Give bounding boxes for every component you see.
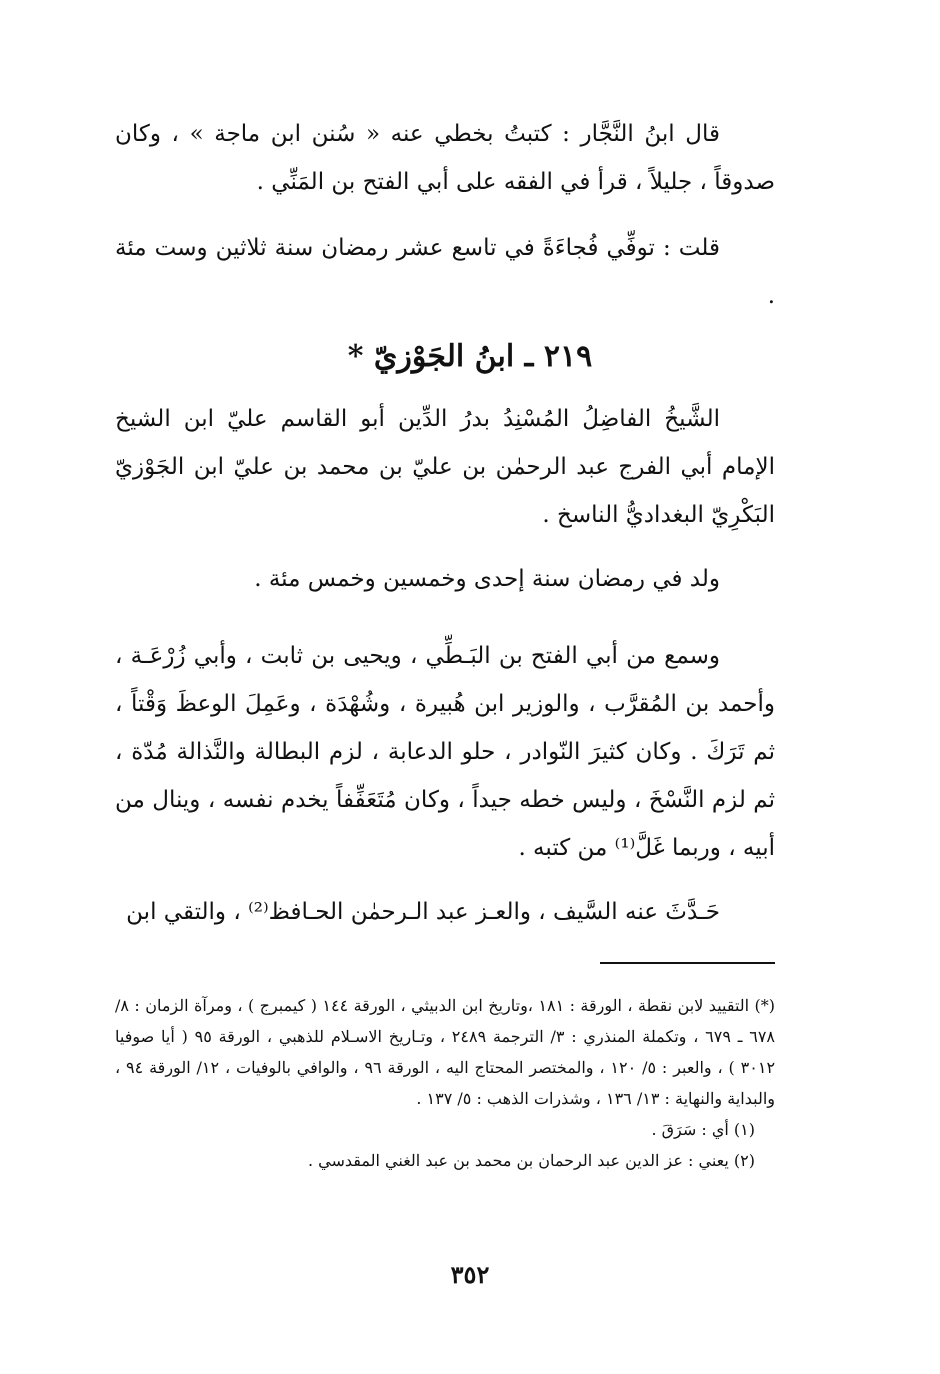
page-number: ٣٥٢ xyxy=(450,1260,490,1289)
paragraph-birth xyxy=(115,555,775,603)
paragraph-entry-name xyxy=(115,395,775,539)
footnote-sources: (*) التقييد لابن نقطة ، الورقة : ١٨١ ،وتاريخ ابن الدبيثي ، الورقة ١٤٤ ( كيمبرج ) ، ومرآة الزمان : ٨/ ٦٧٨ ـ ٦٧٩ ، وتكملة المنذري : ٣/ الترجمة ٢٤٨٩ ، وتـاريخ الاسـلام للذهبي ، الورقة ٩٥ ( أيا صوفيا ٣٠١٢ ) ، والعبر : ٥/ ١٢٠ ، والمختصر المحتاج اليه ، الورقة ٩٦ ، والوافي بالوفيات ، ١٢/ الورقة ٩٤ ، والبداية والنهاية : ١٣/ ١٣٦ ، وشذرات الذهب : ٥/ ١٣٧ . xyxy=(115,996,776,1108)
paragraph-text: قال ابنُ النَّجَّار : كتبتُ بخطي عنه « سُنن ابن ماجة » ، وكان صدوقاً ، جليلاً ، قرأ في الفقه على أبي الفتح بن المَنِّي . xyxy=(115,121,775,195)
paragraph-text: وسمع من أبي الفتح بن البَـطِّي ، ويحيى بن ثابت ، وأبي زُرْعَـة ، وأحمد بن المُقرَّب ، والوزير ابن هُبيرة ، وشُهْدَة ، وعَمِلَ الوعظَ وَقْتاً ، ثم تَرَكَ . وكان كثيرَ النّوادر ، حلو الدعابة ، لزم البطالة والنَّذالة مُدّة ، ثم لزم النَّسْخَ ، وليس خطه جيداً ، وكان مُتَعَفِّفاً يخدم نفسه ، وينال من أبيه ، وربما غَلَّ⁽¹⁾ من كتبه . xyxy=(115,643,775,861)
paragraph-text: قلت : توفِّي فُجاءَةً في تاسع عشر رمضان سنة ثلاثين وست مئة . xyxy=(115,235,775,309)
paragraph-teachers xyxy=(115,632,775,872)
footnote-2: (٢) يعني : عز الدين عبد الرحمان بن محمد بن عبد الغني المقدسي . xyxy=(307,1151,755,1170)
footnotes xyxy=(115,990,775,1176)
footnote-1: (١) أي : سَرَقَ . xyxy=(651,1120,755,1139)
paragraph-text: الشَّيخُ الفاضِلُ المُسْنِدُ بدرُ الدِّين أبو القاسم عليّ ابن الشيخ الإمام أبي الفرج عبد الرحمٰن بن عليّ بن محمد بن عليّ ابن الجَوْزيّ البَكْرِيّ البغداديُّ الناسخ . xyxy=(115,406,775,528)
paragraph-students xyxy=(115,888,775,936)
paragraph-death-note xyxy=(115,224,775,320)
entry-heading: ٢١٩ ـ ابنُ الجَوْزيّ * xyxy=(347,339,593,374)
footnote-separator xyxy=(600,962,775,964)
paragraph-text: ولد في رمضان سنة إحدى وخمسين وخمس مئة . xyxy=(254,566,720,592)
paragraph-ibn-najjar-quote xyxy=(115,110,775,206)
paragraph-text: حَـدَّثَ عنه السَّيف ، والعـز عبد الـرحمٰن الحـافظ⁽²⁾ ، والتقي ابن xyxy=(126,899,720,925)
